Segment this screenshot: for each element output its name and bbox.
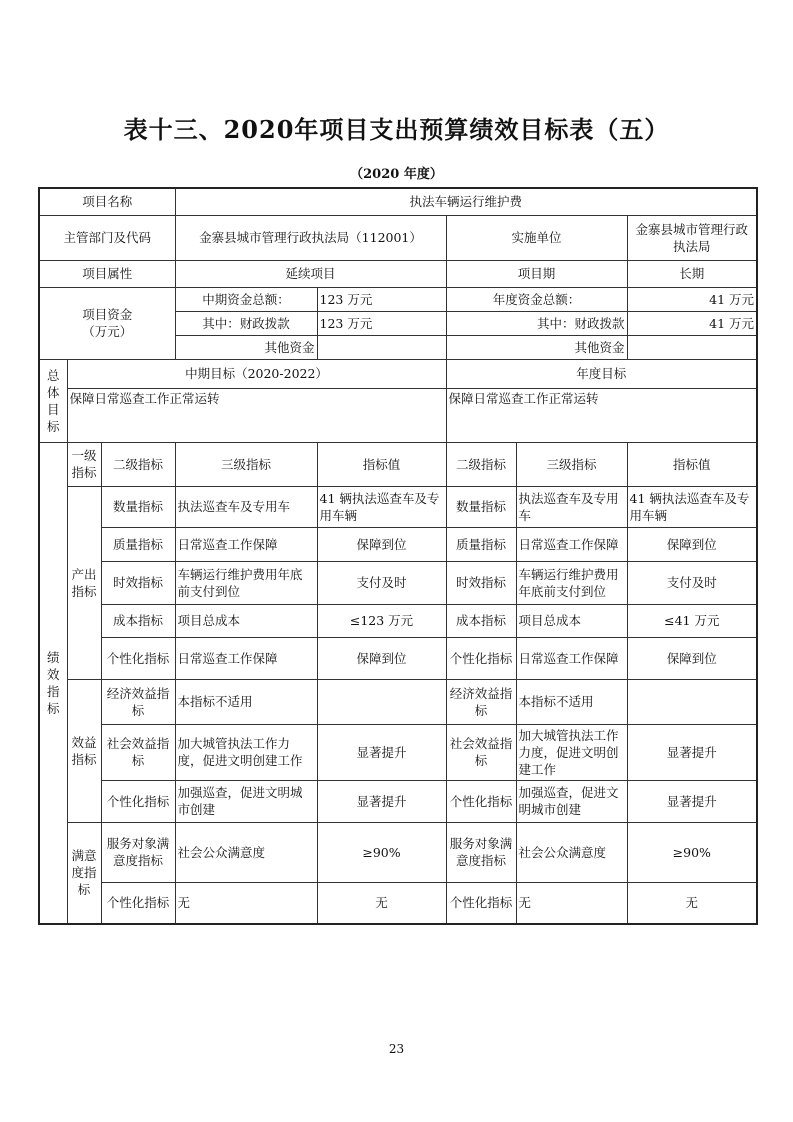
cell-l3: 车辆运行维护费用年底前支付到位: [175, 561, 317, 604]
value-impl-unit: 金寨县城市管理行政执法局: [627, 215, 757, 260]
cell-l3: 日常巡查工作保障: [175, 637, 317, 679]
label-overall: 总体目标: [39, 359, 67, 442]
cell-annual-l3: 本指标不适用: [516, 679, 627, 724]
cell-l2: 个性化指标: [101, 882, 175, 924]
row-overall-values: [39, 388, 757, 442]
cell-annual-value: [627, 679, 757, 724]
cell-annual-l2: 经济效益指标: [446, 679, 516, 724]
cell-annual-value: 显著提升: [627, 724, 757, 780]
cell-annual-l3: 无: [516, 882, 627, 924]
cell-value: 保障到位: [317, 527, 446, 561]
page-subtitle: （2020 年度）: [350, 167, 443, 182]
cell-annual-value: ≤41 万元: [627, 604, 757, 637]
group-benefit: 效益指标: [67, 679, 101, 822]
label-lvl1: 一级指标: [67, 442, 101, 486]
label-attr: 项目属性: [39, 260, 175, 287]
value-year-other: [627, 335, 757, 359]
cell-annual-value: 保障到位: [627, 637, 757, 679]
row-project-name: [39, 188, 757, 215]
cell-l3: 执法巡查车及专用车: [175, 486, 317, 527]
label-dept: 主管部门及代码: [39, 215, 175, 260]
cell-annual-value: 支付及时: [627, 561, 757, 604]
cell-l2: 成本指标: [101, 604, 175, 637]
cell-l3: 日常巡查工作保障: [175, 527, 317, 561]
cell-annual-value: 显著提升: [627, 780, 757, 822]
cell-value: ≤123 万元: [317, 604, 446, 637]
cell-l2: 数量指标: [101, 486, 175, 527]
table-row: [39, 637, 757, 679]
row-perf-header: [39, 442, 757, 486]
cell-l3: 项目总成本: [175, 604, 317, 637]
cell-annual-value: 41 辆执法巡查车及专用车辆: [627, 486, 757, 527]
cell-annual-l2: 社会效益指标: [446, 724, 516, 780]
value-mid-total: 123 万元: [317, 287, 446, 311]
table-row: [39, 604, 757, 637]
table-row: [39, 822, 757, 882]
label-period: 项目期: [446, 260, 627, 287]
value-year-total: 41 万元: [627, 287, 757, 311]
cell-l2: 服务对象满意度指标: [101, 822, 175, 882]
cell-l2: 质量指标: [101, 527, 175, 561]
label-year-other: 其他资金: [446, 335, 627, 359]
row-fund-total: [39, 287, 757, 311]
cell-l3: 加强巡查，促进文明城市创建: [175, 780, 317, 822]
value-mid-fiscal: 123 万元: [317, 311, 446, 335]
cell-annual-l2: 服务对象满意度指标: [446, 822, 516, 882]
label-annual-lvl2: 二级指标: [446, 442, 516, 486]
cell-annual-l3: 加强巡查，促进文明城市创建: [516, 780, 627, 822]
label-mid-total: 中期资金总额：: [175, 287, 317, 311]
cell-annual-value: 保障到位: [627, 527, 757, 561]
row-overall-header: [39, 359, 757, 388]
cell-annual-l3: 执法巡查车及专用车: [516, 486, 627, 527]
cell-annual-l3: 加大城管执法工作力度，促进文明创建工作: [516, 724, 627, 780]
performance-table: [38, 187, 758, 925]
cell-annual-value: ≥90%: [627, 822, 757, 882]
value-period: 长期: [627, 260, 757, 287]
cell-annual-l2: 成本指标: [446, 604, 516, 637]
cell-l3: 本指标不适用: [175, 679, 317, 724]
table-row: [39, 679, 757, 724]
cell-l2: 经济效益指标: [101, 679, 175, 724]
cell-l2: 个性化指标: [101, 637, 175, 679]
value-mid-other: [317, 335, 446, 359]
label-fund: 项目资金（万元）: [39, 287, 175, 359]
row-dept: [39, 215, 757, 260]
label-annual-value: 指标值: [627, 442, 757, 486]
cell-l3: 加大城管执法工作力度，促进文明创建工作: [175, 724, 317, 780]
cell-value: 保障到位: [317, 637, 446, 679]
cell-annual-value: 无: [627, 882, 757, 924]
cell-annual-l2: 个性化指标: [446, 780, 516, 822]
group-satisfaction: 满意度指标: [67, 822, 101, 924]
label-impl-unit: 实施单位: [446, 215, 627, 260]
label-year-fiscal: 其中：财政拨款: [446, 311, 627, 335]
cell-l2: 社会效益指标: [101, 724, 175, 780]
label-mid-goal: 中期目标（2020-2022）: [67, 359, 446, 388]
cell-annual-l2: 质量指标: [446, 527, 516, 561]
cell-annual-l3: 项目总成本: [516, 604, 627, 637]
cell-annual-l3: 日常巡查工作保障: [516, 637, 627, 679]
value-project-name: 执法车辆运行维护费: [175, 188, 757, 215]
label-annual-lvl3: 三级指标: [516, 442, 627, 486]
cell-annual-l3: 日常巡查工作保障: [516, 527, 627, 561]
label-mid-other: 其他资金: [175, 335, 317, 359]
value-annual-goal: 保障日常巡查工作正常运转: [446, 388, 757, 442]
cell-annual-l3: 社会公众满意度: [516, 822, 627, 882]
cell-l3: 无: [175, 882, 317, 924]
cell-value: 显著提升: [317, 780, 446, 822]
label-value: 指标值: [317, 442, 446, 486]
cell-value: 41 辆执法巡查车及专用车辆: [317, 486, 446, 527]
cell-annual-l2: 数量指标: [446, 486, 516, 527]
cell-value: [317, 679, 446, 724]
cell-value: 显著提升: [317, 724, 446, 780]
group-output: 产出指标: [67, 486, 101, 679]
cell-l2: 时效指标: [101, 561, 175, 604]
cell-annual-l2: 时效指标: [446, 561, 516, 604]
value-dept: 金寨县城市管理行政执法局（112001）: [175, 215, 446, 260]
label-lvl2: 二级指标: [101, 442, 175, 486]
page-number: 23: [388, 1042, 405, 1056]
table-row: [39, 724, 757, 780]
value-year-fiscal: 41 万元: [627, 311, 757, 335]
row-attr: [39, 260, 757, 287]
label-project-name: 项目名称: [39, 188, 175, 215]
table-row: [39, 780, 757, 822]
table-row: [39, 561, 757, 604]
cell-l3: 社会公众满意度: [175, 822, 317, 882]
label-lvl3: 三级指标: [175, 442, 317, 486]
cell-value: 支付及时: [317, 561, 446, 604]
label-perf: 绩效指标: [39, 442, 67, 924]
value-mid-goal: 保障日常巡查工作正常运转: [67, 388, 446, 442]
label-mid-fiscal: 其中：财政拨款: [175, 311, 317, 335]
label-annual-goal: 年度目标: [446, 359, 757, 388]
cell-l2: 个性化指标: [101, 780, 175, 822]
value-attr: 延续项目: [175, 260, 446, 287]
page-title: 表十三、2020年项目支出预算绩效目标表（五）: [123, 115, 670, 144]
cell-value: ≥90%: [317, 822, 446, 882]
label-year-total: 年度资金总额：: [446, 287, 627, 311]
table-row: [39, 882, 757, 924]
cell-annual-l2: 个性化指标: [446, 637, 516, 679]
table-row: [39, 527, 757, 561]
cell-annual-l3: 车辆运行维护费用年底前支付到位: [516, 561, 627, 604]
cell-value: 无: [317, 882, 446, 924]
cell-annual-l2: 个性化指标: [446, 882, 516, 924]
table-row: [39, 486, 757, 527]
